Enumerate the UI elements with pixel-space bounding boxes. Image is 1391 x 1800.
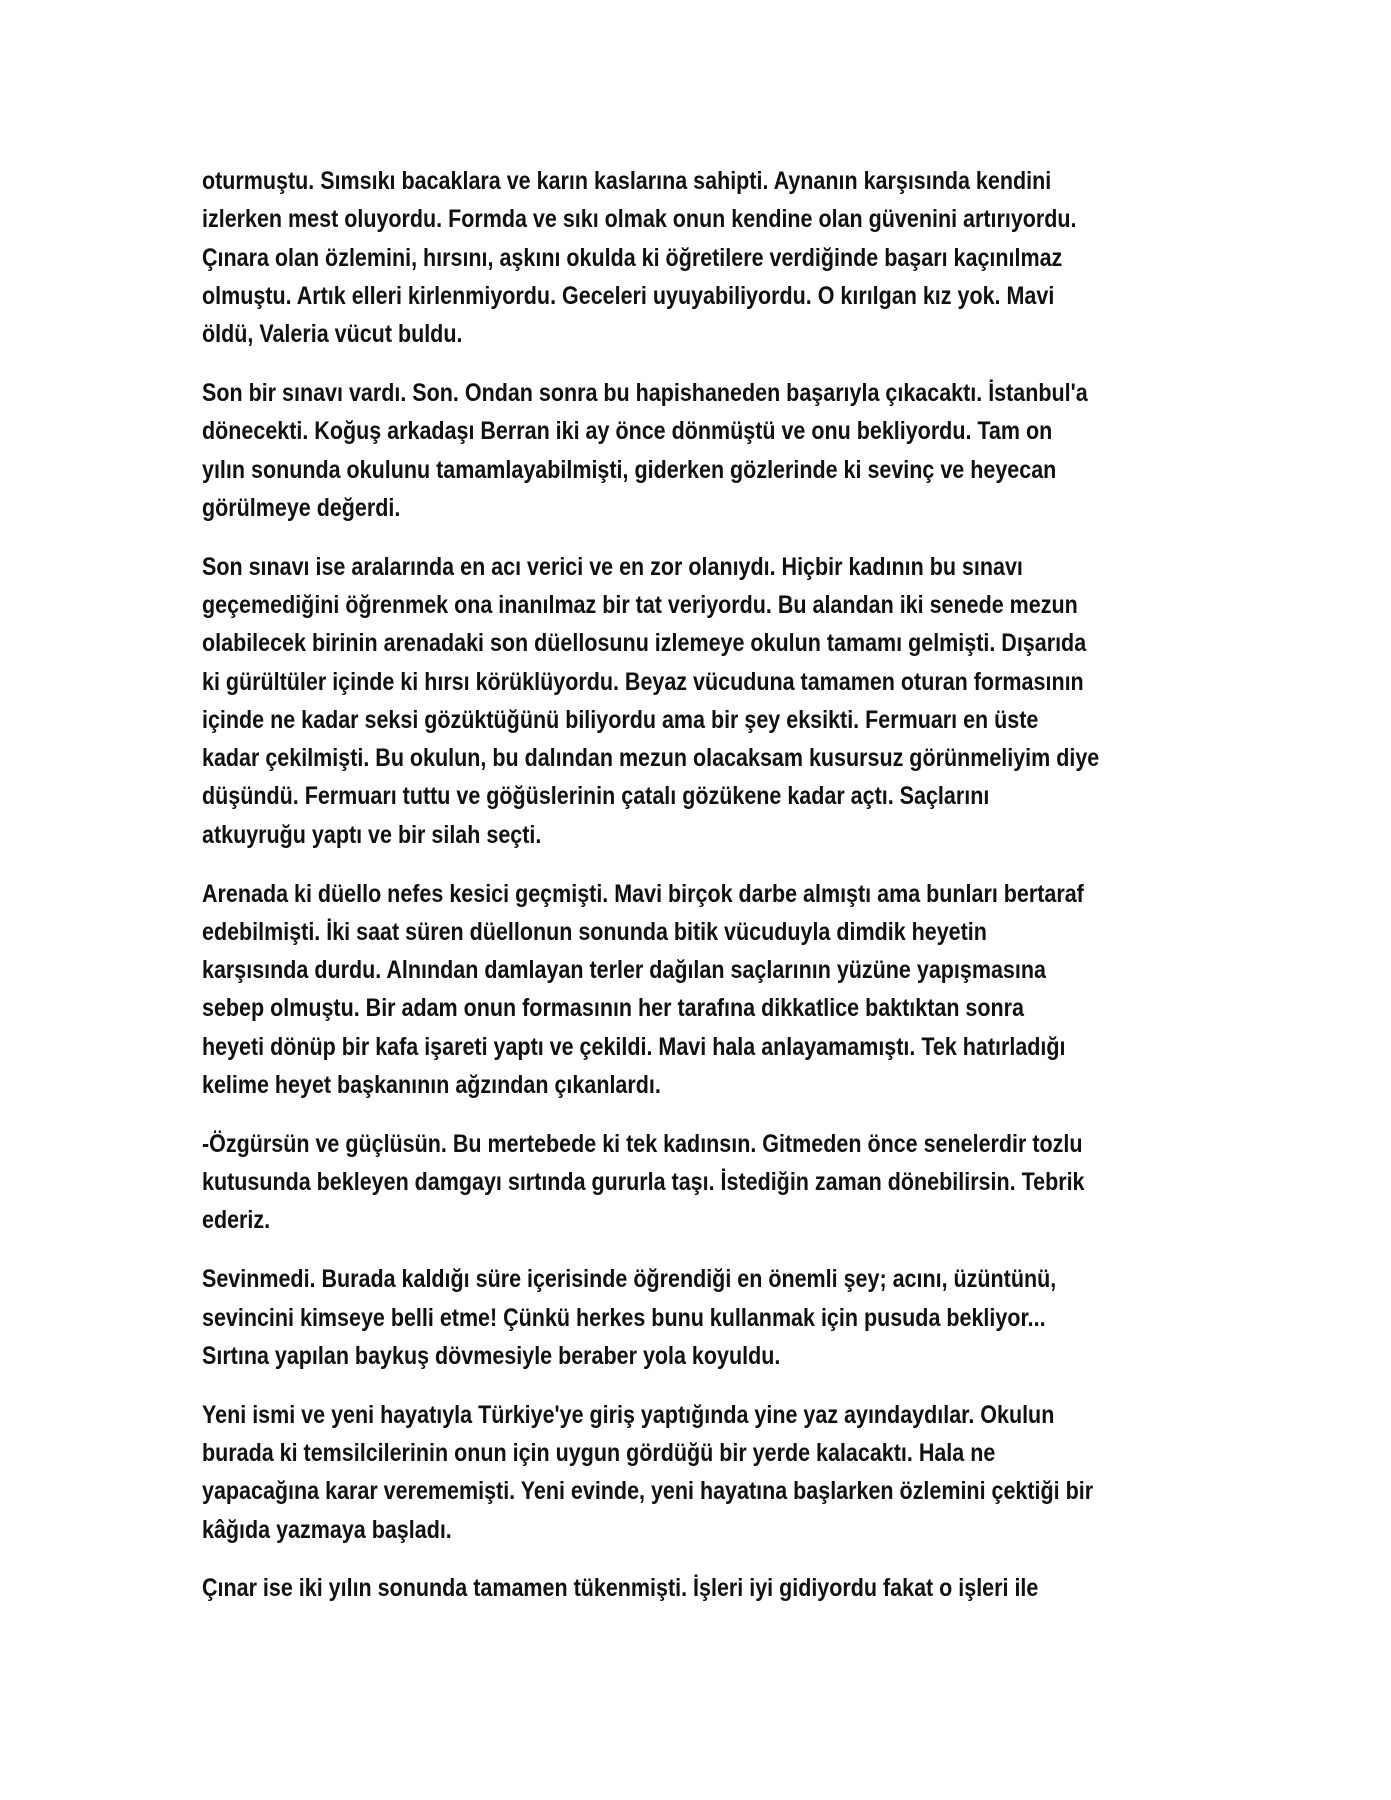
text-line: Arenada ki düello nefes kesici geçmişti. Mavi birçok darbe almıştı ama bunları bertaraf bbox=[202, 879, 1084, 908]
paragraph bbox=[202, 162, 1202, 353]
paragraph bbox=[202, 548, 1202, 854]
text-line: yılın sonunda okulunu tamamlayabilmişti, giderken gözlerinde ki sevinç ve heyecan bbox=[202, 455, 1057, 484]
text-line: düşündü. Fermuarı tuttu ve göğüslerinin çatalı gözükene kadar açtı. Saçlarını bbox=[202, 782, 990, 811]
text-line: olabilecek birinin arenadaki son düellosunu izlemeye okulun tamamı gelmişti. Dışarıda bbox=[202, 629, 1087, 658]
text-line: öldü, Valeria vücut buldu. bbox=[202, 320, 463, 349]
paragraph bbox=[202, 875, 1202, 1105]
text-line: kutusunda bekleyen damgayı sırtında gururla taşı. İstediğin zaman dönebilirsin. Tebrik bbox=[202, 1168, 1085, 1197]
text-line: oturmuştu. Sımsıkı bacaklara ve karın kaslarına sahipti. Aynanın karşısında kendini bbox=[202, 167, 1052, 195]
text-line: sebep olmuştu. Bir adam onun formasının her tarafına dikkatlice baktıktan sonra bbox=[202, 994, 1024, 1023]
text-line: Çınara olan özlemini, hırsını, aşkını okulda ki öğretilere verdiğinde başarı kaçınılmaz bbox=[202, 243, 1063, 272]
paragraph bbox=[202, 1125, 1202, 1240]
text-line: görülmeye değerdi. bbox=[202, 493, 401, 522]
text-line: dönecekti. Koğuş arkadaşı Berran iki ay önce dönmüştü ve onu bekliyordu. Tam on bbox=[202, 417, 1053, 446]
text-line: Çınar ise iki yılın sonunda tamamen tükenmişti. İşleri iyi gidiyordu fakat o işleri ile bbox=[202, 1574, 1039, 1603]
text-line: Son bir sınavı vardı. Son. Ondan sonra bu hapishaneden başarıyla çıkacaktı. İstanbul'a bbox=[202, 378, 1088, 407]
text-line: Son sınavı ise aralarında en acı verici ve en zor olanıydı. Hiçbir kadının bu sınavı bbox=[202, 552, 1023, 581]
text-line: Sevinmedi. Burada kaldığı süre içerisinde öğrendiği en önemli şey; acını, üzüntünü, bbox=[202, 1265, 1057, 1294]
text-line: yapacağına karar verememişti. Yeni evinde, yeni hayatına başlarken özlemini çektiği bir bbox=[202, 1477, 1094, 1506]
paragraph bbox=[202, 1260, 1202, 1375]
text-line: olmuştu. Artık elleri kirlenmiyordu. Geceleri uyuyabiliyordu. O kırılgan kız yok. Mavi bbox=[202, 281, 1055, 310]
document-page bbox=[202, 162, 1202, 1628]
text-line: kelime heyet başkanının ağzından çıkanlardı. bbox=[202, 1071, 661, 1100]
text-line: Sırtına yapılan baykuş dövmesiyle beraber yola koyuldu. bbox=[202, 1341, 781, 1370]
text-line: atkuyruğu yaptı ve bir silah seçti. bbox=[202, 820, 542, 849]
paragraph bbox=[202, 1396, 1202, 1549]
text-line: izlerken mest oluyordu. Formda ve sıkı olmak onun kendine olan güvenini artırıyordu. bbox=[202, 205, 1077, 234]
text-line: içinde ne kadar seksi gözüktüğünü biliyordu ama bir şey eksikti. Fermuarı en üste bbox=[202, 705, 1039, 734]
text-line: kadar çekilmişti. Bu okulun, bu dalından mezun olacaksam kusursuz görünmeliyim diye bbox=[202, 744, 1100, 773]
paragraph bbox=[202, 1569, 1202, 1607]
text-line: karşısında durdu. Alnından damlayan terler dağılan saçlarının yüzüne yapışmasına bbox=[202, 956, 1046, 985]
text-line: sevincini kimseye belli etme! Çünkü herkes bunu kullanmak için pusuda bekliyor... bbox=[202, 1303, 1046, 1332]
text-line: ki gürültüler içinde ki hırsı körüklüyordu. Beyaz vücuduna tamamen oturan formasının bbox=[202, 667, 1084, 696]
text-line: Yeni ismi ve yeni hayatıyla Türkiye'ye giriş yaptığında yine yaz ayındaydılar. Okulun bbox=[202, 1400, 1055, 1429]
text-line: kâğıda yazmaya başladı. bbox=[202, 1515, 452, 1544]
paragraph bbox=[202, 374, 1202, 527]
text-line: geçemediğini öğrenmek ona inanılmaz bir tat veriyordu. Bu alandan iki senede mezun bbox=[202, 590, 1078, 619]
text-line: -Özgürsün ve güçlüsün. Bu mertebede ki tek kadınsın. Gitmeden önce senelerdir tozlu bbox=[202, 1129, 1083, 1158]
text-line: burada ki temsilcilerinin onun için uygun gördüğü bir yerde kalacaktı. Hala ne bbox=[202, 1438, 996, 1467]
text-line: ederiz. bbox=[202, 1206, 271, 1235]
text-line: edebilmişti. İki saat süren düellonun sonunda bitik vücuduyla dimdik heyetin bbox=[202, 917, 987, 946]
text-line: heyeti dönüp bir kafa işareti yaptı ve çekildi. Mavi hala anlayamamıştı. Tek hatırladığı bbox=[202, 1032, 1066, 1061]
